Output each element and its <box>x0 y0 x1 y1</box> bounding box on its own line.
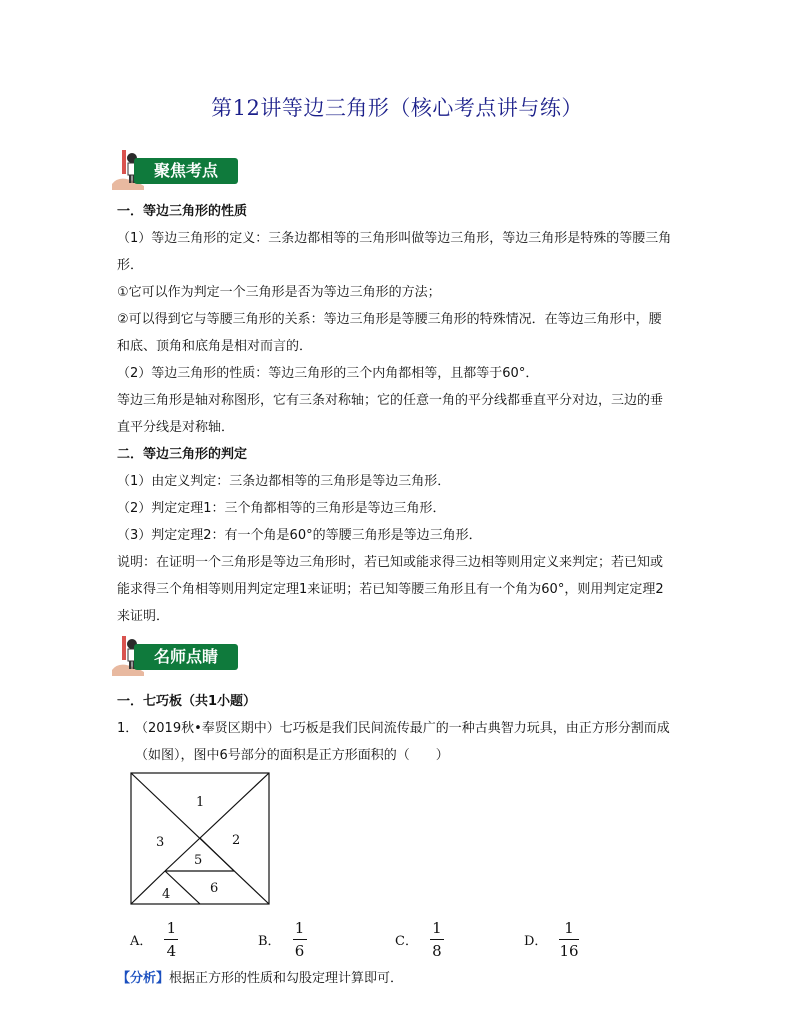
banner-focus-points <box>108 146 240 190</box>
paragraph: ②可以得到它与等腰三角形的关系：等边三角形是等腰三角形的特殊情况．在等边三角形中，腰 <box>117 312 662 327</box>
paragraph: （3）判定定理2：有一个角是60°的等腰三角形是等边三角形． <box>117 528 482 543</box>
question-line <box>117 715 697 742</box>
fraction <box>293 919 307 960</box>
fraction <box>430 919 444 960</box>
section-heading: 二．等边三角形的判定 <box>117 447 248 462</box>
paragraph: 和底、顶角和底角是相对而言的． <box>117 339 313 354</box>
denominator: 6 <box>294 941 305 960</box>
tangram-label-5: 5 <box>194 853 203 868</box>
paragraph: 直平分线是对称轴． <box>117 420 235 435</box>
analysis-line <box>117 968 403 990</box>
tangram-inner-line <box>200 838 234 871</box>
choice-letter: D． <box>524 933 548 949</box>
choice-letter: B． <box>258 933 281 949</box>
paragraph: 来证明． <box>117 609 170 624</box>
choice-a[interactable] <box>130 914 178 964</box>
banner-label: 名师点睛 <box>134 644 238 670</box>
section-heading: 一．七巧板（共1小题） <box>117 694 257 709</box>
fraction <box>164 919 178 960</box>
choice-d[interactable] <box>524 914 579 964</box>
question-number: 1． <box>117 721 139 736</box>
question-text-cont: （如图），图中6号部分的面积是正方形面积的（ ） <box>135 748 449 763</box>
question-text: （2019秋•奉贤区期中）七巧板是我们民间流传最广的一种古典智力玩具，由正方形分割而成 <box>135 721 670 736</box>
page-title: 第12讲等边三角形（核心考点讲与练） <box>211 96 583 120</box>
section-heading: 一．等边三角形的性质 <box>117 204 248 219</box>
analysis-tag: 【分析】 <box>117 971 170 986</box>
paragraph: （2）判定定理1：三个角都相等的三角形是等边三角形． <box>117 501 446 516</box>
tangram-label-2: 2 <box>232 833 241 848</box>
choice-letter: C． <box>395 933 418 949</box>
denominator: 4 <box>166 941 177 960</box>
banner-label: 聚焦考点 <box>134 158 238 184</box>
tangram-diagonal-half <box>165 773 269 871</box>
tangram-label-3: 3 <box>156 835 165 850</box>
numerator: 1 <box>294 918 305 937</box>
numerator: 1 <box>432 918 442 937</box>
section-properties <box>117 198 697 630</box>
paragraph: 说明：在证明一个三角形是等边三角形时，若已知或能求得三边相等则用定义来判定；若已知或 <box>117 555 664 570</box>
paragraph: 等边三角形是轴对称图形，它有三条对称轴；它的任意一角的平分线都垂直平分对边，三边的垂 <box>117 393 664 408</box>
tangram-diagram <box>130 772 270 905</box>
paragraph: ①它可以作为判定一个三角形是否为等边三角形的方法； <box>117 285 441 300</box>
banner-teacher-tips <box>108 632 240 676</box>
tangram-square-bottom <box>131 871 165 904</box>
denominator: 8 <box>432 941 442 960</box>
choice-letter: A． <box>130 933 153 949</box>
denominator: 16 <box>559 941 579 960</box>
analysis-text: 根据正方形的性质和勾股定理计算即可． <box>169 971 404 986</box>
paragraph: 能求得三个角相等则用判定定理1来证明；若已知等腰三角形且有一个角为60°，则用判定定理2 <box>117 582 664 597</box>
numerator: 1 <box>166 918 177 937</box>
choice-c[interactable] <box>395 914 444 964</box>
tangram-label-4: 4 <box>162 887 171 902</box>
paragraph: （2）等边三角形的性质：等边三角形的三个内角都相等，且都等于60°． <box>117 366 539 381</box>
fraction <box>559 919 578 960</box>
tangram-label-6: 6 <box>210 881 219 896</box>
choice-b[interactable] <box>258 914 307 964</box>
answer-choices <box>130 914 690 964</box>
numerator: 1 <box>564 918 574 937</box>
paragraph: （1）等边三角形的定义：三条边都相等的三角形叫做等边三角形，等边三角形是特殊的等腰三角 <box>117 231 672 246</box>
paragraph: （1）由定义判定：三条边都相等的三角形是等边三角形． <box>117 474 451 489</box>
paragraph: 形． <box>117 258 144 273</box>
tangram-label-1: 1 <box>196 795 205 810</box>
question-block <box>117 688 697 769</box>
